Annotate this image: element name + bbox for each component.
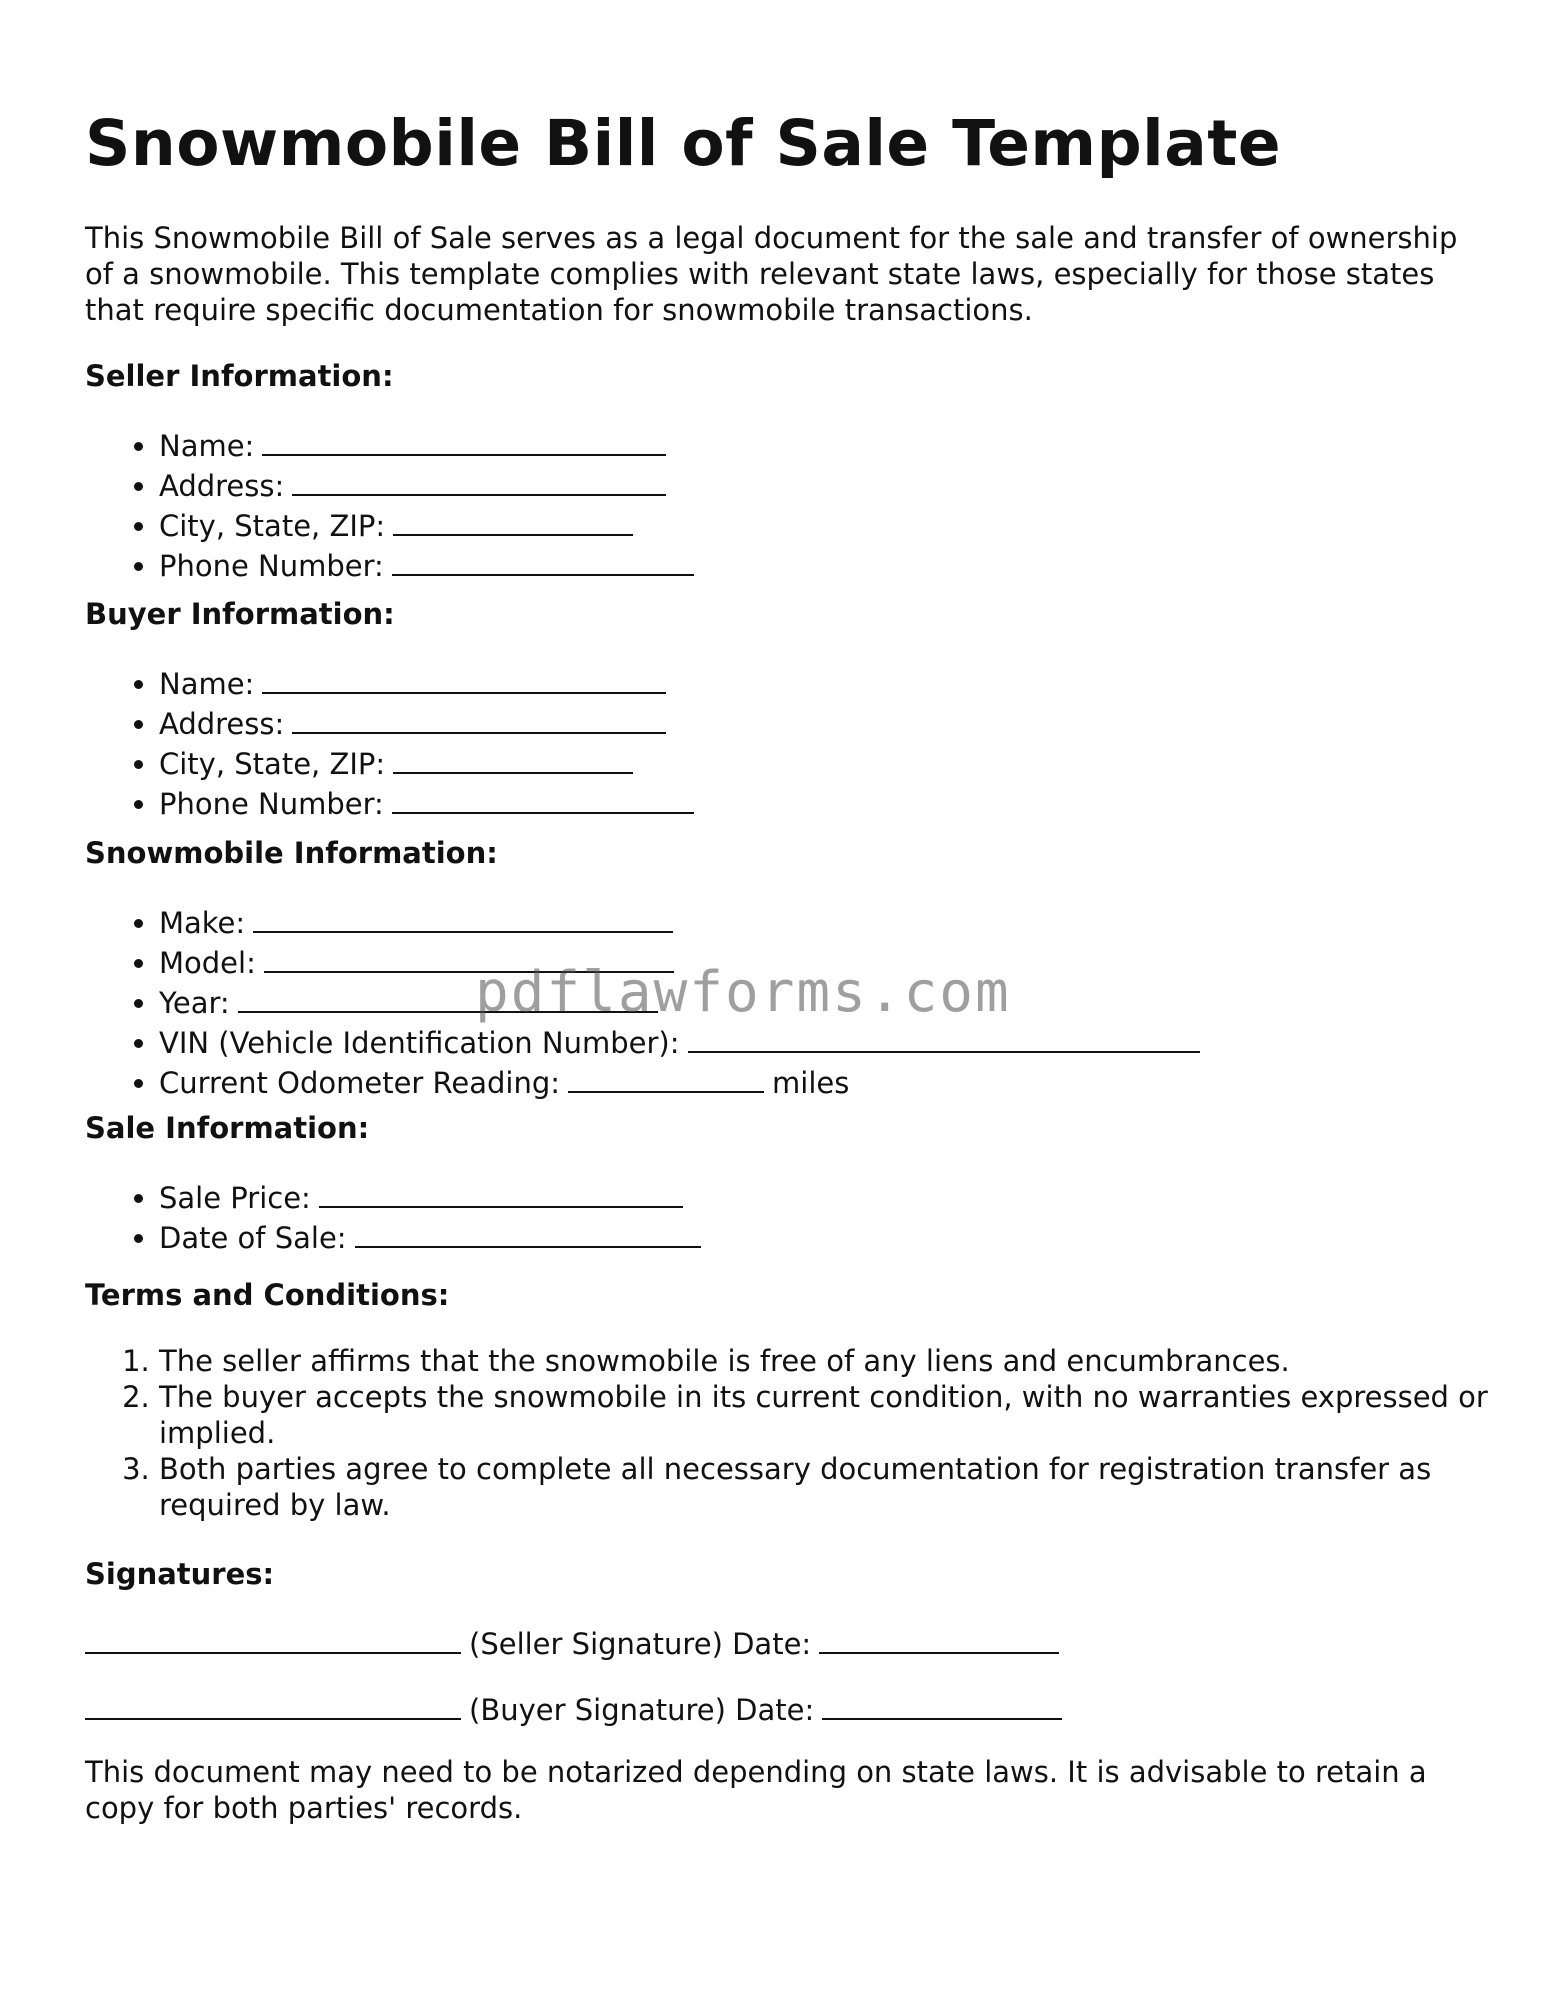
seller-address-label: Address: <box>159 469 285 503</box>
seller-address-item <box>159 464 694 504</box>
seller-name-item <box>159 424 694 464</box>
seller-phone-item <box>159 544 694 584</box>
odometer-item <box>159 1061 1200 1101</box>
model-label: Model: <box>159 946 256 980</box>
odometer-unit: miles <box>772 1066 850 1100</box>
seller-fields <box>85 424 694 584</box>
buyer-phone-item <box>159 782 694 822</box>
buyer-name-field[interactable] <box>262 662 666 694</box>
buyer-address-label: Address: <box>159 707 285 741</box>
vin-label: VIN (Vehicle Identification Number): <box>159 1026 680 1060</box>
buyer-phone-field[interactable] <box>392 782 694 814</box>
seller-name-field[interactable] <box>262 424 666 456</box>
buyer-city-field[interactable] <box>393 742 633 774</box>
buyer-city-label: City, State, ZIP: <box>159 747 386 781</box>
price-item <box>159 1176 701 1216</box>
seller-signature-label: (Seller Signature) Date: <box>469 1627 812 1661</box>
sale-fields <box>85 1176 701 1256</box>
term-item: 2. The buyer accepts the snowmobile in its current condition, with no warranties expressed or implied. <box>159 1379 1529 1451</box>
sale-heading: Sale Information: <box>85 1111 370 1145</box>
seller-city-field[interactable] <box>393 504 633 536</box>
seller-signature-field[interactable] <box>85 1622 461 1654</box>
year-label: Year: <box>159 986 230 1020</box>
vin-item <box>159 1021 1200 1061</box>
page-title: Snowmobile Bill of Sale Template <box>85 107 1282 180</box>
make-label: Make: <box>159 906 246 940</box>
vin-field[interactable] <box>688 1021 1200 1053</box>
odometer-field[interactable] <box>568 1061 764 1093</box>
sale-date-field[interactable] <box>355 1216 701 1248</box>
term-item: 1. The seller affirms that the snowmobile is free of any liens and encumbrances. <box>159 1343 1529 1379</box>
seller-signature-date-field[interactable] <box>819 1622 1059 1654</box>
snowmobile-heading: Snowmobile Information: <box>85 836 498 870</box>
buyer-address-item <box>159 702 694 742</box>
buyer-signature-line <box>85 1688 1062 1728</box>
terms-heading: Terms and Conditions: <box>85 1278 450 1312</box>
intro-paragraph: This Snowmobile Bill of Sale serves as a legal document for the sale and transfer of ownership of a snowmobile. This template complies with relevant state laws, especially for those states that require specific documentation for snowmobile transactions. <box>85 221 1458 327</box>
price-label: Sale Price: <box>159 1181 311 1215</box>
buyer-city-item <box>159 742 694 782</box>
odometer-label: Current Odometer Reading: <box>159 1066 561 1100</box>
seller-signature-line <box>85 1622 1059 1662</box>
make-item <box>159 901 1200 941</box>
sale-date-label: Date of Sale: <box>159 1221 347 1255</box>
buyer-name-label: Name: <box>159 667 255 701</box>
signatures-heading: Signatures: <box>85 1557 275 1591</box>
closing-paragraph: This document may need to be notarized depending on state laws. It is advisable to retain a copy for both parties' records. <box>85 1755 1427 1825</box>
seller-phone-label: Phone Number: <box>159 549 384 583</box>
buyer-signature-label: (Buyer Signature) Date: <box>469 1693 815 1727</box>
seller-address-field[interactable] <box>292 464 666 496</box>
watermark: pdflawforms.com <box>475 960 1011 1025</box>
buyer-phone-label: Phone Number: <box>159 787 384 821</box>
price-field[interactable] <box>319 1176 683 1208</box>
make-field[interactable] <box>253 901 673 933</box>
seller-city-item <box>159 504 694 544</box>
seller-city-label: City, State, ZIP: <box>159 509 386 543</box>
buyer-address-field[interactable] <box>292 702 666 734</box>
seller-phone-field[interactable] <box>392 544 694 576</box>
seller-name-label: Name: <box>159 429 255 463</box>
buyer-fields <box>85 662 694 822</box>
term-item: 3. Both parties agree to complete all necessary documentation for registration transfer as required by law. <box>159 1451 1529 1523</box>
buyer-heading: Buyer Information: <box>85 597 395 631</box>
terms-list <box>85 1343 1529 1523</box>
sale-date-item <box>159 1216 701 1256</box>
buyer-signature-field[interactable] <box>85 1688 461 1720</box>
seller-heading: Seller Information: <box>85 359 394 393</box>
buyer-signature-date-field[interactable] <box>822 1688 1062 1720</box>
buyer-name-item <box>159 662 694 702</box>
